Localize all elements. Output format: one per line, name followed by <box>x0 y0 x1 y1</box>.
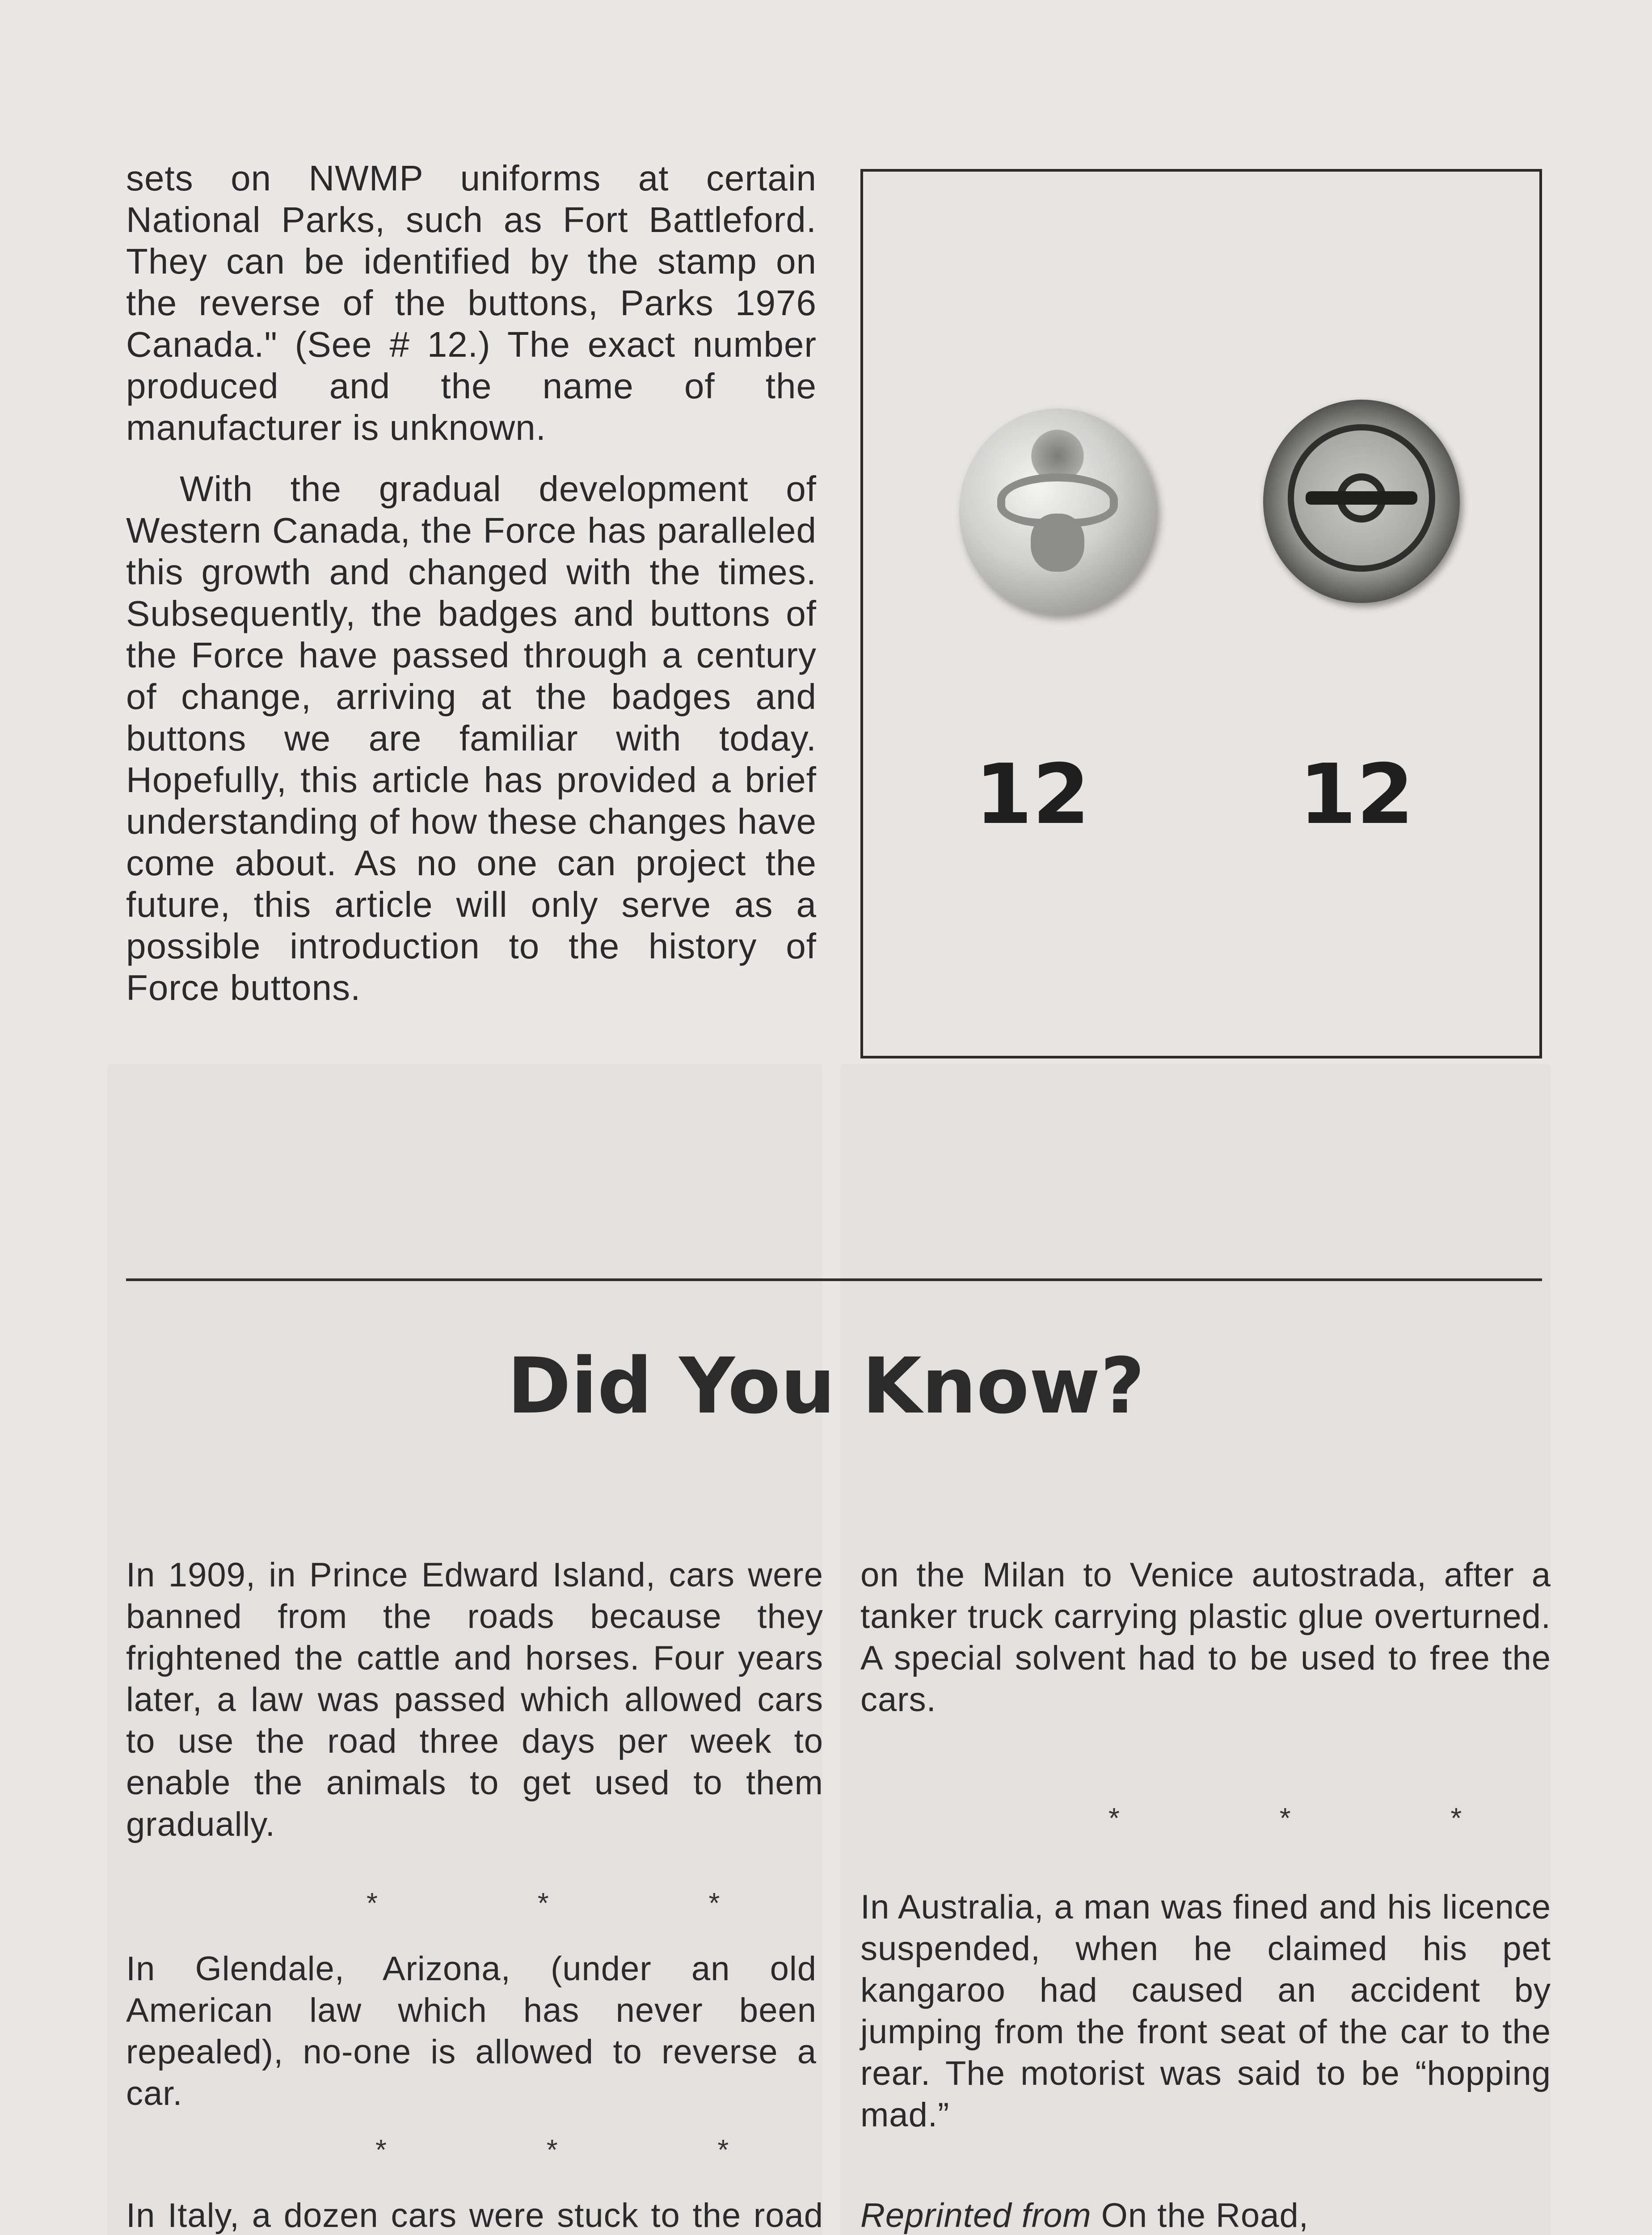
credit-prefix: Reprinted from <box>860 2197 1092 2235</box>
item-separator: * * * <box>1108 1802 1538 1834</box>
article-paragraph: sets on NWMP uniforms at certain National Parks, such as Fort Battleford. They can be identified by the stamp on the reverse of the buttons, Parks 1976 Canada." (See # 12.) The exact number produced and the name of the manufacturer is unknown. <box>126 158 817 447</box>
trivia-item: In Glendale, Arizona, (under an old American law which has never been repealed), no-one is allowed to reverse a car. <box>126 1950 817 2113</box>
trivia-item: In 1909, in Prince Edward Island, cars were banned from the roads because they frightened the cattle and horses. Four years later, a law was passed which allowed cars to use the road three days per week to enable the animals to get used to them gradually. <box>126 1556 823 1843</box>
trivia-item: In Italy, a dozen cars were stuck to the road <box>126 2197 823 2235</box>
figure-label: 12 <box>975 746 1090 843</box>
button-shank-bar <box>1306 491 1417 505</box>
article-continuation <box>126 157 817 1028</box>
section-headline: Did You Know? <box>507 1341 1145 1431</box>
reprint-credit <box>860 2195 1551 2235</box>
crown-emblem <box>1026 426 1089 476</box>
button-reverse-image <box>1263 400 1460 603</box>
button-front-image <box>959 409 1156 614</box>
item-separator: * * * <box>375 2134 805 2166</box>
button-photo-figure <box>860 169 1542 1058</box>
trivia-item: In Australia, a man was fined and his licence suspended, when he claimed his pet kangaroo had caused an accident by jumping from the front seat of the car to the rear. The motorist was said to be “hopping mad.” <box>860 1888 1551 2134</box>
article-paragraph: With the gradual development of Western Canada, the Force has paralleled this growth and changed with the times. Subsequently, the badges and buttons of the Force have passed through a century of change, arriving at the badges and buttons we are familiar with today. Hopefully, this article has provided a brief understanding of how these changes have come about. As no one can project the future, this article will only serve as a possible introduction to the history of Force buttons. <box>126 469 817 1008</box>
buffalo-head-emblem <box>1031 514 1084 572</box>
section-divider <box>126 1278 1542 1281</box>
item-separator: * * * <box>367 1887 796 1919</box>
trivia-item-continued: on the Milan to Venice autostrada, after a tanker truck carrying plastic glue overturned. A special solvent had to be used to free the cars. <box>860 1556 1551 1719</box>
credit-source: On the Road, <box>1101 2197 1309 2235</box>
figure-label: 12 <box>1299 746 1414 843</box>
